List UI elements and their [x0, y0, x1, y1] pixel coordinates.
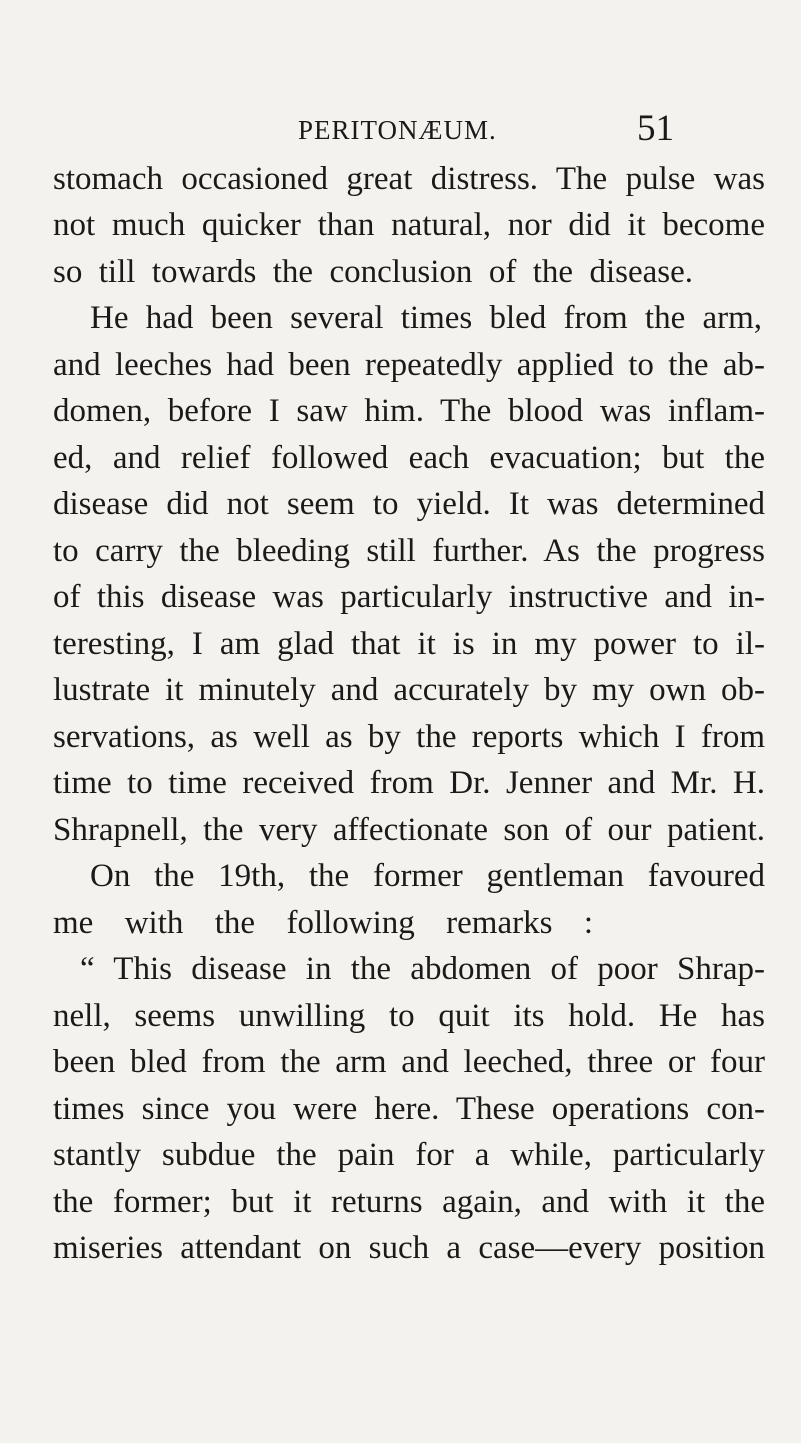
text-line: Shrapnell, the very affectionate son of our patient. — [53, 812, 765, 848]
text-line: times since you were here. These operations con- — [53, 1091, 765, 1127]
text-line: stomach occasioned great distress. The pulse was — [53, 161, 765, 197]
text-line: stantly subdue the pain for a while, particularly — [53, 1137, 765, 1173]
text-line: to carry the bleeding still further. As the progress — [53, 533, 765, 569]
text-line: nell, seems unwilling to quit its hold. He has — [53, 998, 765, 1034]
text-line: He had been several times bled from the arm, — [90, 300, 762, 336]
text-line: of this disease was particularly instructive and in- — [53, 579, 765, 615]
text-line: domen, before I saw him. The blood was inflam- — [53, 393, 765, 429]
text-line: not much quicker than natural, nor did it become — [53, 207, 765, 243]
text-line: On the 19th, the former gentleman favoured — [90, 858, 765, 894]
text-line: lustrate it minutely and accurately by my own ob- — [53, 672, 765, 708]
page-number: 51 — [637, 108, 674, 149]
text-line: the former; but it returns again, and with it the — [53, 1184, 765, 1220]
text-line: time to time received from Dr. Jenner and Mr. H. — [53, 765, 765, 801]
text-line: ed, and relief followed each evacuation; but the — [53, 440, 765, 476]
text-line: been bled from the arm and leeched, three or four — [53, 1044, 765, 1080]
text-line: servations, as well as by the reports which I from — [53, 719, 765, 755]
page-header — [0, 108, 801, 155]
text-line: so till towards the conclusion of the disease. — [53, 254, 693, 290]
running-head: PERITONÆUM. — [298, 115, 497, 145]
text-line: and leeches had been repeatedly applied to the ab- — [53, 347, 765, 383]
text-line: miseries attendant on such a case—every position — [53, 1230, 765, 1266]
text-line: “ This disease in the abdomen of poor Shrap- — [80, 951, 765, 987]
text-line: disease did not seem to yield. It was determined — [53, 486, 765, 522]
text-line: teresting, I am glad that it is in my power to il- — [53, 626, 765, 662]
text-line: me with the following remarks : — [53, 905, 593, 941]
